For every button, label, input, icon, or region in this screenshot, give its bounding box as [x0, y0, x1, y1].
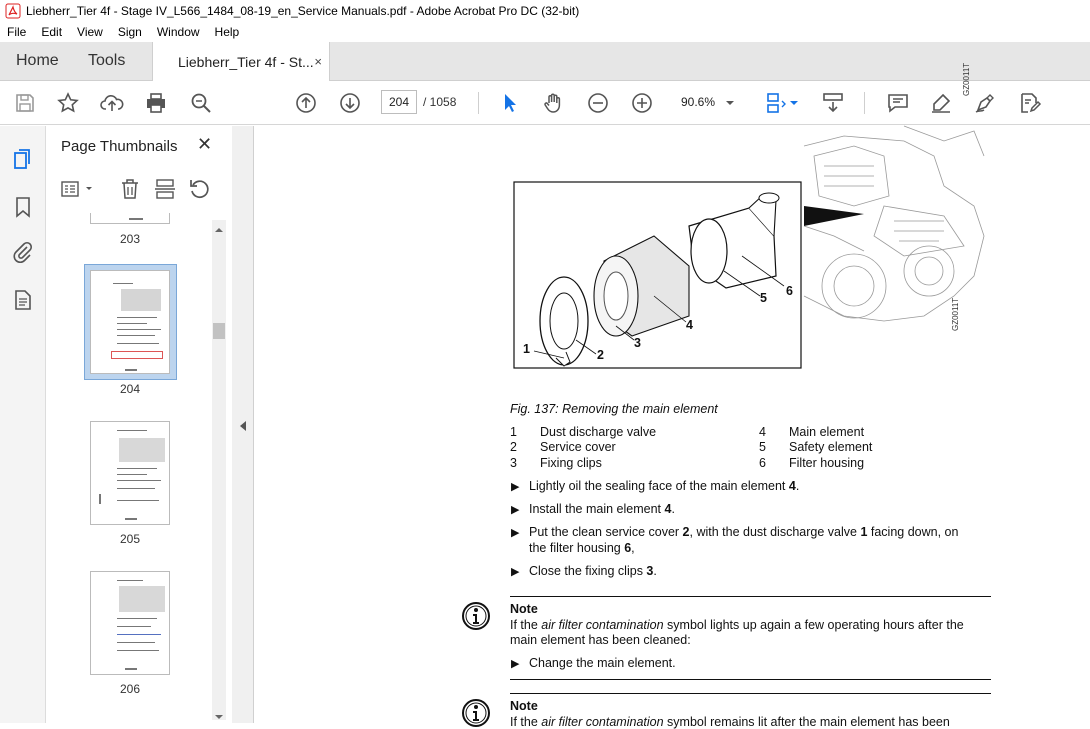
- panel-splitter[interactable]: [232, 126, 254, 723]
- acrobat-icon: [6, 4, 20, 18]
- menu-file[interactable]: File: [7, 25, 27, 39]
- step-bullet-icon: ▶: [511, 527, 520, 539]
- legend-label-2: Service cover: [540, 440, 616, 454]
- step-4: Close the fixing clips 3.: [529, 564, 657, 578]
- legend-label-5: Safety element: [789, 440, 873, 454]
- callout-2: 2: [597, 348, 604, 362]
- step-bullet-icon: ▶: [511, 566, 520, 578]
- info-icon: [460, 697, 492, 729]
- menu-bar: [0, 22, 1090, 42]
- scrollbar-thumb[interactable]: [213, 323, 225, 339]
- note-line-1: If the air filter contamination symbol lights up again a few operating hours after the: [510, 618, 964, 632]
- note-step: Change the main element.: [529, 656, 676, 670]
- highlight-pen-icon[interactable]: [929, 91, 953, 115]
- legend-label-1: Dust discharge valve: [540, 425, 657, 439]
- zoom-in-icon[interactable]: [630, 91, 654, 115]
- callout-4: 4: [686, 318, 693, 332]
- bookmark-star-icon[interactable]: [56, 91, 80, 115]
- toolbar-separator: [478, 92, 479, 114]
- scroll-up-icon[interactable]: [214, 222, 224, 232]
- figure-code: GZ0011T: [962, 62, 971, 96]
- callout-3: 3: [634, 336, 641, 350]
- tab-document[interactable]: [152, 42, 330, 82]
- legend-num-3: 3: [510, 456, 517, 470]
- legend-label-6: Filter housing: [789, 456, 865, 470]
- thumbnail-page-206[interactable]: [90, 571, 170, 675]
- legend-num-6: 6: [759, 456, 766, 470]
- page-total: / 1058: [423, 95, 457, 109]
- bookmarks-icon[interactable]: [11, 195, 35, 219]
- edit-pdf-icon[interactable]: [1017, 91, 1041, 115]
- zoom-search-icon[interactable]: [189, 91, 213, 115]
- collapse-panel-icon[interactable]: [239, 420, 247, 432]
- select-cursor-icon[interactable]: [498, 91, 522, 115]
- step-2: Install the main element 4.: [529, 502, 675, 516]
- thumbnail-page-203[interactable]: [90, 213, 170, 224]
- step-3-line-2: the filter housing 6,: [529, 541, 635, 555]
- scroll-down-icon[interactable]: [214, 709, 224, 719]
- figure-caption: Fig. 137: Removing the main element: [510, 402, 718, 416]
- tab-tools[interactable]: Tools: [88, 52, 126, 69]
- note-2-line-1: If the air filter contamination symbol remains lit after the main element has been: [510, 715, 950, 729]
- note-line-2: main element has been cleaned:: [510, 633, 691, 647]
- menu-edit[interactable]: Edit: [41, 25, 63, 39]
- tab-home[interactable]: Home: [16, 52, 59, 69]
- note-rule: [510, 679, 991, 680]
- tab-close-icon[interactable]: ×: [314, 54, 322, 69]
- note-rule: [510, 596, 991, 597]
- comment-icon[interactable]: [886, 91, 910, 115]
- insert-page-icon[interactable]: [153, 177, 177, 201]
- thumbnail-label-204: 204: [119, 382, 141, 396]
- zoom-level-select[interactable]: 90.6%: [681, 95, 716, 109]
- thumbnail-label-203: 203: [119, 232, 141, 246]
- menu-view[interactable]: View: [77, 25, 103, 39]
- page-display-icon[interactable]: [764, 91, 788, 115]
- menu-window[interactable]: Window: [156, 25, 200, 39]
- panel-close-icon[interactable]: ✕: [197, 134, 213, 154]
- thumbnail-scrollbar[interactable]: [212, 220, 226, 720]
- page-display-chevron-icon[interactable]: [788, 95, 800, 111]
- callout-5: 5: [760, 291, 767, 305]
- content-icon[interactable]: [11, 288, 35, 312]
- save-icon[interactable]: [13, 91, 37, 115]
- toolbar-separator: [864, 92, 865, 114]
- window-title: Liebherr_Tier 4f - Stage IV_L566_1484_08-19_en_Service Manuals.pdf - Adobe Acrobat Pro DC (32-bit): [26, 4, 580, 18]
- page-thumbnails-icon[interactable]: [11, 148, 35, 172]
- figure-code-label: GZ0011T: [951, 297, 960, 331]
- legend-num-4: 4: [759, 425, 766, 439]
- next-page-icon[interactable]: [338, 91, 362, 115]
- callout-1: 1: [523, 342, 530, 356]
- note-rule: [510, 693, 991, 694]
- note-title: Note: [510, 602, 538, 616]
- tab-bar: [0, 42, 1090, 81]
- thumbnail-options-icon[interactable]: [58, 177, 96, 203]
- tab-document-label: Liebherr_Tier 4f - St...: [178, 54, 314, 70]
- callout-6: 6: [786, 284, 793, 298]
- step-bullet-icon: ▶: [511, 481, 520, 493]
- thumbnail-page-204[interactable]: [90, 270, 170, 374]
- toolbar: [0, 81, 1090, 125]
- rotate-page-icon[interactable]: [187, 177, 211, 201]
- legend-label-4: Main element: [789, 425, 865, 439]
- zoom-out-icon[interactable]: [586, 91, 610, 115]
- legend-num-5: 5: [759, 440, 766, 454]
- page-number-input[interactable]: 204: [381, 90, 417, 114]
- info-icon: [460, 600, 492, 632]
- hand-tool-icon[interactable]: [541, 91, 565, 115]
- delete-page-icon[interactable]: [118, 177, 142, 201]
- print-icon[interactable]: [144, 91, 168, 115]
- previous-page-icon[interactable]: [294, 91, 318, 115]
- upload-icon[interactable]: [100, 91, 124, 115]
- thumbnail-label-205: 205: [119, 532, 141, 546]
- menu-help[interactable]: Help: [214, 25, 240, 39]
- step-bullet-icon: ▶: [511, 504, 520, 516]
- attachments-icon[interactable]: [11, 240, 35, 264]
- scrolling-mode-icon[interactable]: [821, 91, 845, 115]
- menu-sign[interactable]: Sign: [117, 25, 142, 39]
- panel-title: Page Thumbnails: [61, 138, 178, 155]
- thumbnail-label-206: 206: [119, 682, 141, 696]
- sign-pen-icon[interactable]: [973, 91, 997, 115]
- step-bullet-icon: ▶: [511, 658, 520, 670]
- legend-num-2: 2: [510, 440, 517, 454]
- step-3: Put the clean service cover 2, with the dust discharge valve 1 facing down, on: [529, 525, 959, 539]
- legend-num-1: 1: [510, 425, 517, 439]
- left-rail: [0, 126, 46, 723]
- note-2-title: Note: [510, 699, 538, 713]
- legend-label-3: Fixing clips: [540, 456, 602, 470]
- step-1: Lightly oil the sealing face of the main element 4.: [529, 479, 800, 493]
- title-bar: [0, 0, 1090, 22]
- thumbnail-page-205[interactable]: [90, 421, 170, 525]
